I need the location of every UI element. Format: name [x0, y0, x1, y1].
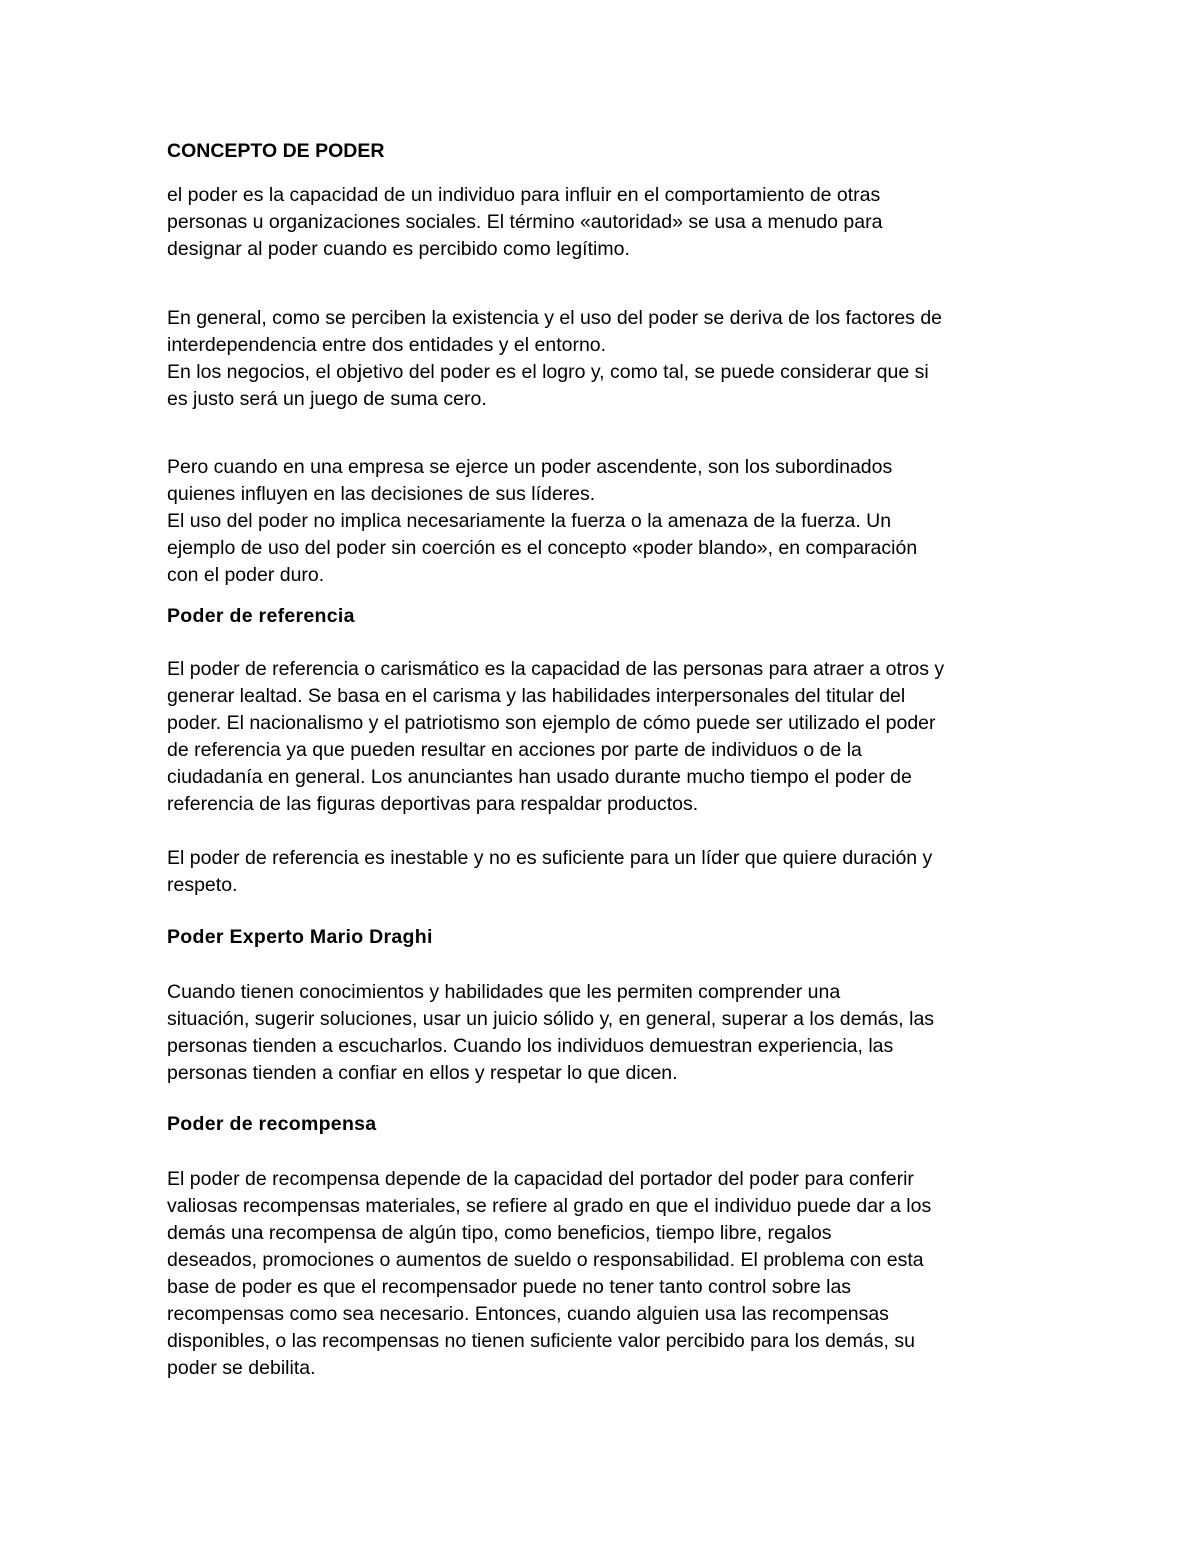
paragraph-line: el poder es la capacidad de un individuo para influir en el comportamiento de otras — [167, 184, 881, 206]
paragraph-line: interdependencia entre dos entidades y el entorno. — [167, 334, 607, 356]
paragraph-line: generar lealtad. Se basa en el carisma y las habilidades interpersonales del titular del — [167, 685, 906, 707]
paragraph-line: Pero cuando en una empresa se ejerce un poder ascendente, son los subordinados — [167, 456, 893, 478]
paragraph-line: disponibles, o las recompensas no tienen suficiente valor percibido para los demás, su — [167, 1330, 915, 1352]
paragraph-line: ejemplo de uso del poder sin coerción es el concepto «poder blando», en comparación — [167, 537, 918, 559]
paragraph-line: En general, como se perciben la existencia y el uso del poder se deriva de los factores de — [167, 307, 943, 329]
section-heading-recompensa: Poder de recompensa — [167, 1113, 377, 1135]
paragraph-line: Cuando tienen conocimientos y habilidades que les permiten comprender una — [167, 981, 841, 1003]
paragraph-line: El poder de recompensa depende de la capacidad del portador del poder para conferir — [167, 1168, 914, 1190]
paragraph-line: poder se debilita. — [167, 1357, 316, 1379]
section-heading-experto: Poder Experto Mario Draghi — [167, 926, 433, 948]
paragraph-line: respeto. — [167, 874, 238, 896]
paragraph-line: personas tienden a confiar en ellos y respetar lo que dicen. — [167, 1062, 678, 1084]
paragraph-line: es justo será un juego de suma cero. — [167, 388, 487, 410]
paragraph-line: El uso del poder no implica necesariamente la fuerza o la amenaza de la fuerza. Un — [167, 510, 892, 532]
section-heading-referencia: Poder de referencia — [167, 605, 355, 627]
paragraph-line: En los negocios, el objetivo del poder es el logro y, como tal, se puede considerar que si — [167, 361, 929, 383]
paragraph-line: demás una recompensa de algún tipo, como beneficios, tiempo libre, regalos — [167, 1222, 832, 1244]
paragraph-line: ciudadanía en general. Los anunciantes han usado durante mucho tiempo el poder de — [167, 766, 912, 788]
paragraph-line: El poder de referencia es inestable y no es suficiente para un líder que quiere duración y — [167, 847, 933, 869]
paragraph-line: personas u organizaciones sociales. El término «autoridad» se usa a menudo para — [167, 211, 883, 233]
paragraph-line: situación, sugerir soluciones, usar un juicio sólido y, en general, superar a los demás, las — [167, 1008, 935, 1030]
paragraph-line: con el poder duro. — [167, 564, 325, 586]
paragraph-line: quienes influyen en las decisiones de sus líderes. — [167, 483, 596, 505]
paragraph-line: recompensas como sea necesario. Entonces, cuando alguien usa las recompensas — [167, 1303, 889, 1325]
paragraph-line: deseados, promociones o aumentos de sueldo o responsabilidad. El problema con esta — [167, 1249, 924, 1271]
paragraph-line: base de poder es que el recompensador puede no tener tanto control sobre las — [167, 1276, 852, 1298]
document-title: CONCEPTO DE PODER — [167, 140, 385, 162]
paragraph-line: poder. El nacionalismo y el patriotismo son ejemplo de cómo puede ser utilizado el poder — [167, 712, 936, 734]
paragraph-line: valiosas recompensas materiales, se refiere al grado en que el individuo puede dar a los — [167, 1195, 932, 1217]
paragraph-line: de referencia ya que pueden resultar en acciones por parte de individuos o de la — [167, 739, 862, 761]
paragraph-line: referencia de las figuras deportivas para respaldar productos. — [167, 793, 699, 815]
paragraph-line: designar al poder cuando es percibido como legítimo. — [167, 238, 630, 260]
paragraph-line: personas tienden a escucharlos. Cuando los individuos demuestran experiencia, las — [167, 1035, 894, 1057]
paragraph-line: El poder de referencia o carismático es la capacidad de las personas para atraer a otros y — [167, 658, 945, 680]
